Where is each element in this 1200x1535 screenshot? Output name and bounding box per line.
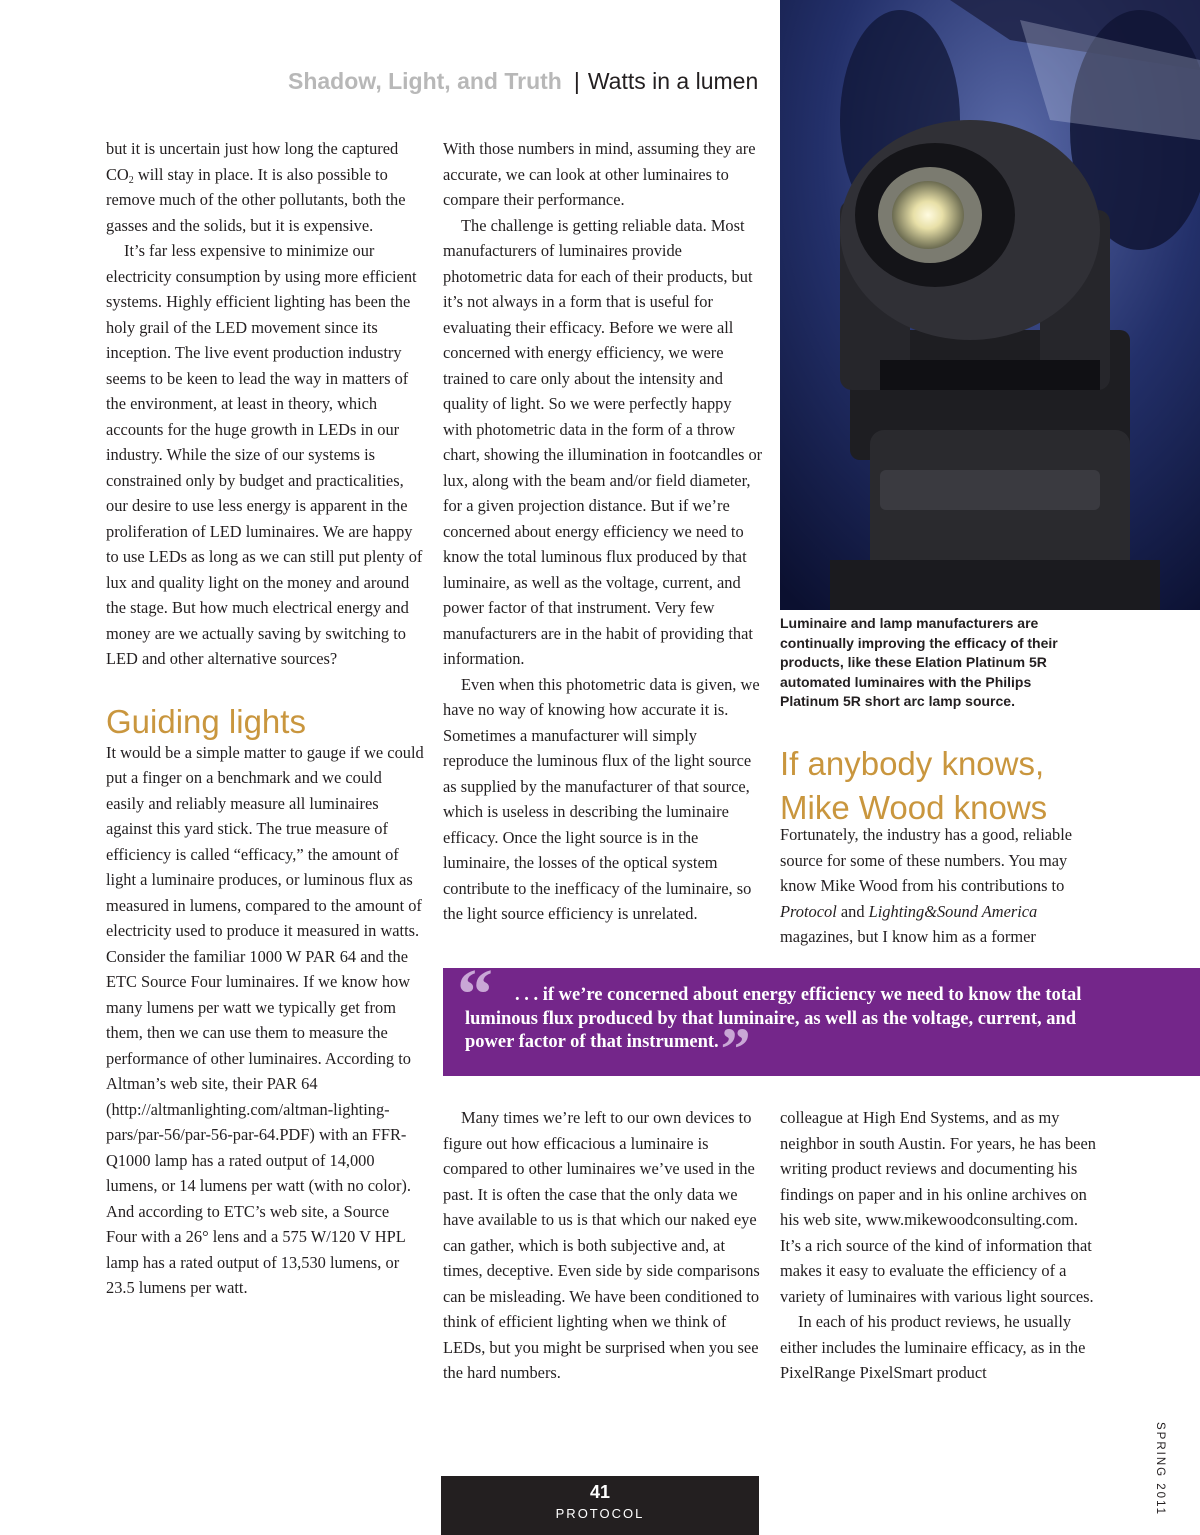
paragraph: With those numbers in mind, assuming they are accurate, we can look at other luminaires to compare their performance. xyxy=(443,139,756,209)
header-separator: | xyxy=(573,68,580,94)
page-number: 41 xyxy=(589,1482,611,1502)
series-title: Shadow, Light, and Truth xyxy=(288,68,562,94)
column-5 xyxy=(780,1105,1100,1386)
pull-quote-text: . . . if we’re concerned about energy efficiency we need to know the total luminous flux produced by that luminaire, as well as the voltage, current, and power factor of that instrument. xyxy=(465,985,1082,1052)
column-3 xyxy=(780,742,1100,950)
section-heading-guiding-lights: Guiding lights xyxy=(106,702,306,740)
article-title: Watts in a lumen xyxy=(587,68,759,94)
luminaire-photo xyxy=(780,0,1200,610)
running-header xyxy=(288,66,758,96)
page-footer xyxy=(441,1476,759,1535)
paragraph: Fortunately, the industry has a good, reliable source for some of these numbers. You may know Mike Wood from his contributions to Protocol and Lighting&Sound America magazines, but I know him as a former xyxy=(780,825,1073,946)
issue-label: SPRING 2011 xyxy=(1154,1422,1166,1517)
section-heading-mike-wood: If anybody knows, Mike Wood knows xyxy=(780,745,1048,826)
open-quote-mark: “ xyxy=(457,954,493,1034)
column-1 xyxy=(106,136,424,1301)
paragraph: It’s far less expensive to minimize our electricity consumption by using more efficient systems. Highly efficient lighting has been the holy grail of the LED movement since its inception. The live event production industry seems to be keen to lead the way in matters of the environment, at least in theory, which accounts for the huge growth in LEDs in our industry. While the size of our systems is constrained only by budget and practicalities, our desire to use less energy is apparent in the proliferation of LED luminaires. We are happy to use LEDs as long as we can still put plenty of lux and quality light on the money and around the stage. But how much electrical energy and money are we actually saving by switching to LED and other alternative sources? xyxy=(106,241,423,668)
paragraph: In each of his product reviews, he usually either includes the luminaire efficacy, as in the PixelRange PixelSmart product xyxy=(780,1312,1086,1382)
magazine-title: Protocol xyxy=(780,901,837,921)
subscript: 2 xyxy=(128,174,134,186)
pull-quote: “ . . . if we’re concerned about energy efficiency we need to know the total luminous flux produced by that luminaire, as well as the voltage, current, and power factor of that instrument.” xyxy=(443,968,1200,1076)
column-2 xyxy=(443,136,763,927)
magazine-title: Lighting&Sound America xyxy=(868,901,1038,921)
magazine-name: PROTOCOL xyxy=(555,1506,645,1521)
photo-caption: Luminaire and lamp manufacturers are continually improving the efficacy of their products, like these Elation Platinum 5R automated luminaires with the Philips Platinum 5R short arc lamp source. xyxy=(780,615,1058,709)
paragraph: It would be a simple matter to gauge if we could put a finger on a benchmark and we could easily and reliably measure all luminaires against this yard stick. The true measure of efficiency is called “efficacy,” the amount of light a luminaire produces, or luminous flux as measured in lumens, compared to the amount of electricity used to produce it measured in watts. Consider the familiar 1000 W PAR 64 and the ETC Source Four luminaires. If we know how many lumens per watt we typically get from them, then we can use them to measure the performance of other luminaires. According to Altman’s web site, their PAR 64 (http://altmanlighting.com/altman-lighting-pars/par-56/par-56-par-64.PDF) with an FFR-Q1000 lamp has a rated output of 14,000 lumens, or 14 lumens per watt (with no color). And according to ETC’s web site, a Source Four with a 26° lens and a 575 W/120 V HPL lamp has a rated output of 13,530 lumens, or 23.5 lumens per watt. xyxy=(106,742,424,1297)
paragraph: The challenge is getting reliable data. Most manufacturers of luminaires provide photometric data for each of their products, but it’s not always in a form that is useful for evaluating their efficacy. Before we were all concerned with energy efficiency, we were trained to care only about the intensity and quality of light. So we were perfectly happy with photometric data in the form of a throw chart, showing the illumination in footcandles or lux, along with the beam and/or field diameter, for a given projection distance. But if we’re concerned about energy efficiency we need to know the total luminous flux produced by that luminaire, as well as the voltage, current, and power factor of that instrument. Very few manufacturers are in the habit of providing that information. xyxy=(443,215,763,668)
column-4 xyxy=(443,1105,763,1386)
paragraph: but it is uncertain just how long the captured $CO_2$ will stay in place. It is also possible to remove much of the other pollutants, both the gasses and the solids, but it is expensive. xyxy=(106,139,406,235)
paragraph: Even when this photometric data is given, we have no way of knowing how accurate it is. Sometimes a manufacturer will simply reproduce the luminous flux of the light source as supplied by the manufacturer of that source, which is useless in describing the luminaire efficacy. Once the light source is in the luminaire, the losses of the optical system contribute to the inefficacy of the luminaire, so the light source efficiency is unrelated. xyxy=(443,674,760,923)
paragraph: Many times we’re left to our own devices to figure out how efficacious a luminaire is compared to other luminaires we’ve used in the past. It is often the case that the only data we have available to us is that which our naked eye can gather, which is both subjective and, at times, deceptive. Even side by side comparisons can be misleading. We have been conditioned to think of efficient lighting when we think of LEDs, but you might be surprised when you see the hard numbers. xyxy=(443,1108,760,1382)
paragraph: colleague at High End Systems, and as my neighbor in south Austin. For years, he has been writing product reviews and documenting his findings on paper and in his online archives on his web site, www.mikewoodconsulting.com. It’s a rich source of the kind of information that makes it easy to evaluate the efficiency of a variety of luminaires with various light sources. xyxy=(780,1108,1096,1306)
